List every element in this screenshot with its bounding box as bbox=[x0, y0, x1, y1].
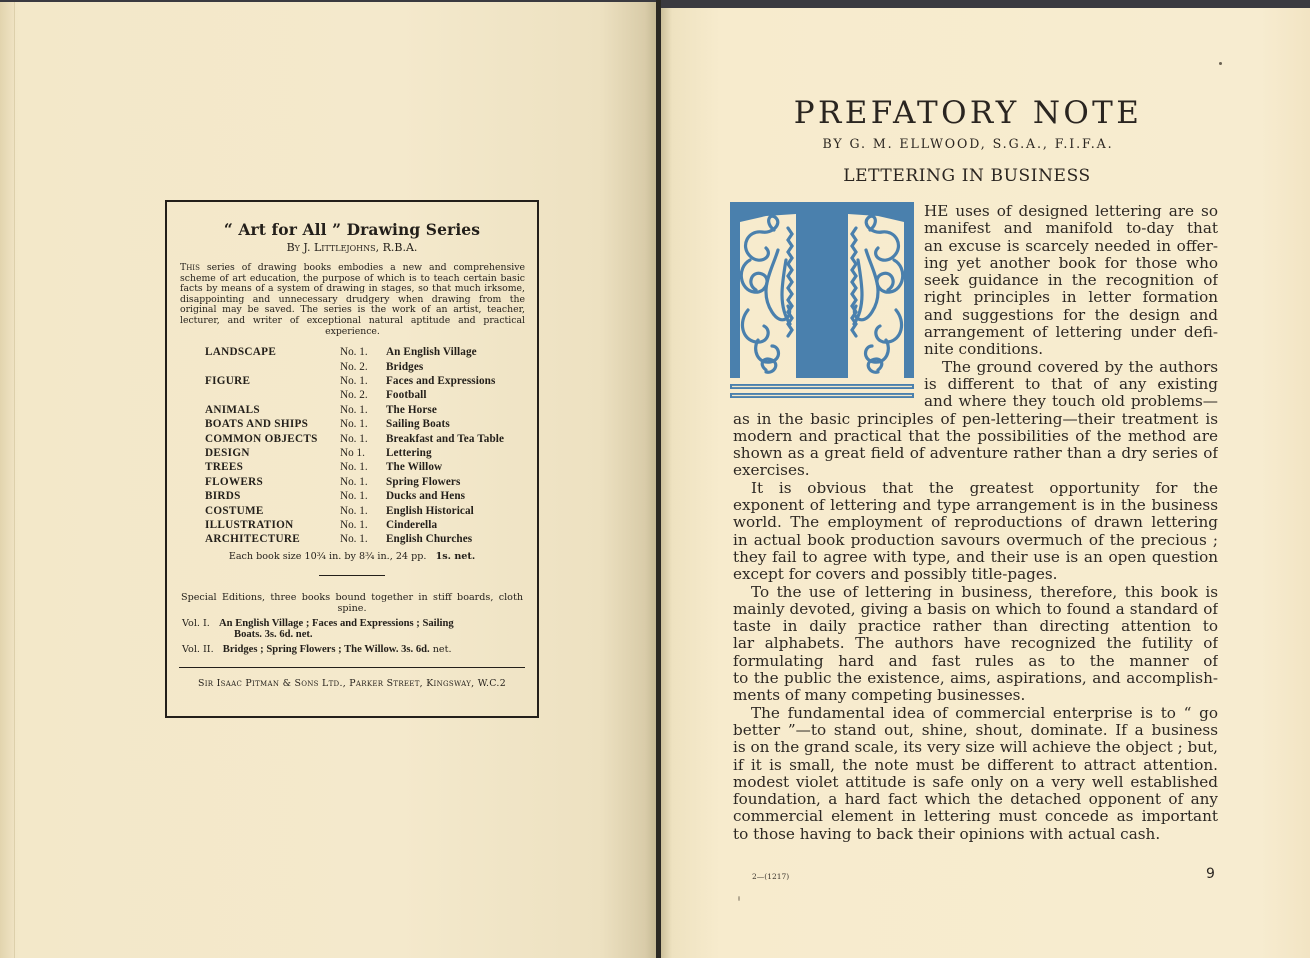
volume-titles-cont: Boats. 3s. 6d. net. bbox=[234, 628, 313, 640]
advert-intro bbox=[180, 263, 525, 337]
volume-1 bbox=[182, 618, 523, 640]
text-line: in actual book production savours overmuch of the precious ; bbox=[733, 531, 1218, 549]
series-row bbox=[205, 388, 504, 402]
text-line: if it is small, the note must be different to attract attention. bbox=[733, 756, 1218, 774]
series-number: No. 1. bbox=[340, 374, 368, 387]
volume-titles: Bridges ; Spring Flowers ; The Willow. 3s. 6d. bbox=[222, 643, 430, 655]
book-size-line bbox=[167, 551, 537, 562]
page-title: PREFATORY NOTE bbox=[793, 95, 1143, 131]
book-size-text: Each book size 10¾ in. by 8¾ in., 24 pp. bbox=[228, 550, 427, 562]
series-category: LANDSCAPE bbox=[205, 346, 277, 359]
series-number: No. 2. bbox=[340, 389, 368, 402]
advert-author: By J. Littlejohns, R.B.A. bbox=[286, 241, 418, 254]
advert-title: “ Art for All ” Drawing Series bbox=[223, 220, 481, 239]
series-row bbox=[205, 518, 504, 532]
text-line: nite conditions. bbox=[924, 341, 1044, 359]
series-book-title: Ducks and Hens bbox=[386, 490, 466, 503]
body-text bbox=[733, 203, 1218, 843]
text-line: to the public the existence, aims, aspirations, and accomplish- bbox=[733, 670, 1218, 688]
series-category bbox=[205, 388, 340, 402]
text-line: modern and practical that the possibilities of the method are bbox=[733, 427, 1218, 445]
series-category: ILLUSTRATION bbox=[205, 519, 294, 532]
text-line: seek guidance in the recognition of bbox=[924, 272, 1218, 290]
series-number: No. 1. bbox=[340, 475, 368, 488]
series-number: No. 1. bbox=[340, 490, 368, 503]
advert-intro-lead: This bbox=[180, 262, 200, 273]
text-line: To the use of lettering in business, therefore, this book is bbox=[751, 583, 1218, 601]
page-edge bbox=[0, 2, 15, 958]
series-row bbox=[205, 374, 504, 388]
advert-box bbox=[165, 200, 539, 718]
series-category: ANIMALS bbox=[205, 403, 260, 416]
series-number: No. 2. bbox=[340, 360, 368, 373]
text-line: The ground covered by the authors bbox=[942, 358, 1218, 376]
series-category: FIGURE bbox=[205, 374, 251, 387]
text-line: modest violet attitude is safe only on a very well established bbox=[733, 773, 1218, 791]
series-row bbox=[205, 475, 504, 489]
book-price: 1s. net. bbox=[435, 550, 476, 562]
signature-mark: 2—(1217) bbox=[752, 872, 790, 881]
text-line: arrangement of lettering under defi- bbox=[924, 324, 1218, 342]
text-line: to those having to back their opinions with actual cash. bbox=[733, 825, 1161, 843]
section-title: LETTERING IN BUSINESS bbox=[843, 166, 1091, 186]
text-line: manifest and manifold to-day that bbox=[924, 220, 1218, 238]
divider bbox=[179, 667, 525, 668]
text-line: an excuse is scarcely needed in offer- bbox=[924, 237, 1218, 255]
series-book-title: Lettering bbox=[386, 447, 432, 459]
volume-label: Vol. II. bbox=[182, 643, 214, 655]
series-category: BIRDS bbox=[205, 490, 241, 503]
text-line: as in the basic principles of pen-lettering—their treatment is bbox=[733, 410, 1218, 428]
series-number: No 1. bbox=[340, 447, 365, 459]
text-line: is different to that of any existing bbox=[924, 375, 1218, 393]
series-category: DESIGN bbox=[205, 447, 250, 459]
paper-speck bbox=[738, 896, 740, 901]
series-table bbox=[205, 345, 504, 547]
text-line: ing yet another book for those who bbox=[924, 254, 1218, 272]
series-row bbox=[205, 460, 504, 474]
text-line: It is obvious that the greatest opportunity for the bbox=[751, 479, 1218, 497]
series-book-title: English Historical bbox=[386, 504, 474, 517]
series-row bbox=[205, 532, 504, 546]
series-book-title: Spring Flowers bbox=[386, 475, 461, 488]
text-line: except for covers and possibly title-pages. bbox=[733, 566, 1058, 584]
text-line: shown as a great field of adventure rather than a dry series of bbox=[733, 445, 1218, 463]
series-number: No. 1. bbox=[340, 533, 368, 546]
text-line: better ”—to stand out, shine, shout, dominate. If a business bbox=[733, 721, 1218, 739]
series-row bbox=[205, 489, 504, 503]
series-book-title: English Churches bbox=[386, 533, 473, 546]
series-row bbox=[205, 417, 504, 431]
paper-speck bbox=[1219, 62, 1222, 65]
series-category: ARCHITECTURE bbox=[205, 533, 300, 546]
text-line: and suggestions for the design and bbox=[924, 306, 1218, 324]
text-line: exponent of lettering and type arrangement is in the business bbox=[733, 497, 1218, 515]
text-line: ments of many competing businesses. bbox=[733, 687, 1026, 705]
text-line: formulating hard and fast rules as to the manner of bbox=[733, 652, 1218, 670]
series-book-title: Breakfast and Tea Table bbox=[386, 432, 505, 445]
publisher-imprint: Sir Isaac Pitman & Sons Ltd., Parker Street, Kingsway, W.C.2 bbox=[198, 677, 506, 689]
text-line: foundation, a hard fact which the detached opponent of any bbox=[733, 791, 1218, 809]
byline: BY G. M. ELLWOOD, S.G.A., F.I.F.A. bbox=[822, 136, 1114, 151]
text-line: exercises. bbox=[733, 462, 810, 480]
text-line: right principles in letter formation bbox=[924, 289, 1218, 307]
series-book-title: Sailing Boats bbox=[386, 418, 450, 431]
series-row bbox=[205, 403, 504, 417]
series-number: No. 1. bbox=[340, 346, 368, 359]
volume-2 bbox=[182, 644, 523, 655]
volume-label: Vol. I. bbox=[182, 617, 210, 629]
series-book-title: Cinderella bbox=[386, 519, 438, 532]
text-line: they fail to agree with type, and their use is an open question bbox=[733, 548, 1218, 566]
advert-intro-text: series of drawing books embodies a new and comprehensive scheme of art education, the purpose of which is to teach certain basic facts by means of a system of drawing in stages, so that much irksome, disappointing and unnecessary drudgery when drawing from the original may be saved. The series is the work of an artist, teacher, lecturer, and writer of exceptional natural aptitude and practical experience. bbox=[180, 262, 525, 337]
text-line: lar alphabets. The authors have recognized the futility of bbox=[733, 635, 1218, 653]
series-book-title: Faces and Expressions bbox=[386, 374, 496, 387]
series-number: No. 1. bbox=[340, 418, 368, 431]
series-category bbox=[205, 360, 340, 374]
series-number: No. 1. bbox=[340, 519, 368, 532]
series-book-title: Football bbox=[386, 389, 427, 402]
series-category: TREES bbox=[205, 461, 244, 474]
series-book-title: Bridges bbox=[386, 360, 424, 373]
text-line: taste in daily practice rather than directing attention to bbox=[733, 618, 1218, 636]
text-line: commercial element in lettering must concede as important bbox=[733, 808, 1218, 826]
series-book-title: The Horse bbox=[386, 403, 437, 416]
special-editions: Special Editions, three books bound together in stiff boards, cloth spine. bbox=[181, 591, 523, 614]
series-number: No. 1. bbox=[340, 403, 368, 416]
text-line: The fundamental idea of commercial enterprise is to “ go bbox=[751, 704, 1218, 722]
series-row bbox=[205, 360, 504, 374]
series-category: BOATS AND SHIPS bbox=[205, 418, 309, 431]
text-line: HE uses of designed lettering are so bbox=[924, 203, 1218, 220]
series-category: COSTUME bbox=[205, 504, 264, 517]
series-row bbox=[205, 446, 504, 460]
volume-suffix: net. bbox=[432, 643, 452, 655]
series-category: COMMON OBJECTS bbox=[205, 432, 318, 445]
text-line: world. The employment of reproductions of drawn lettering bbox=[733, 514, 1218, 532]
series-row bbox=[205, 504, 504, 518]
series-number: No. 1. bbox=[340, 432, 368, 445]
series-row bbox=[205, 345, 504, 359]
text-line: is on the grand scale, its very size will achieve the object ; but, bbox=[733, 739, 1218, 757]
series-book-title: An English Village bbox=[386, 346, 477, 359]
series-category: FLOWERS bbox=[205, 475, 264, 488]
text-line: mainly devoted, giving a basis on which to found a standard of bbox=[733, 600, 1218, 618]
divider bbox=[319, 575, 385, 576]
volume-titles: An English Village ; Faces and Expressions ; Sailing bbox=[219, 617, 454, 629]
text-line: and where they touch old problems— bbox=[924, 393, 1218, 411]
series-number: No. 1. bbox=[340, 461, 368, 474]
page-number: 9 bbox=[1206, 866, 1215, 882]
series-book-title: The Willow bbox=[386, 461, 443, 474]
series-row bbox=[205, 432, 504, 446]
series-number: No. 1. bbox=[340, 504, 368, 517]
